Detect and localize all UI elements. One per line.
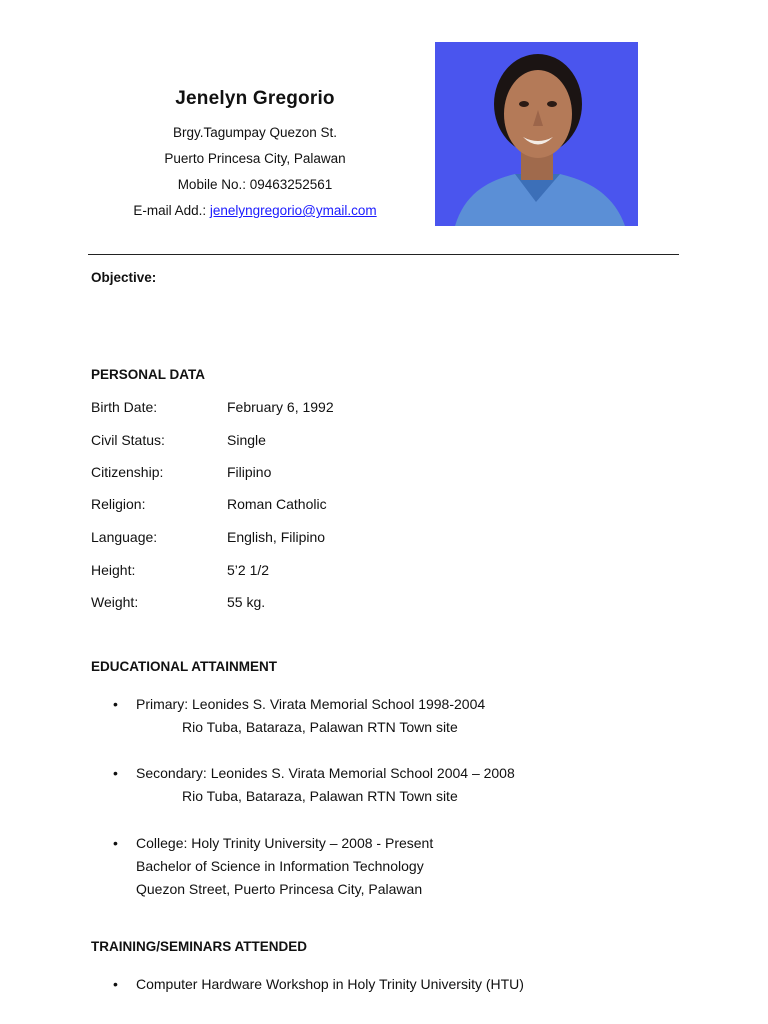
education-line: Quezon Street, Puerto Princesa City, Palawan <box>136 881 423 897</box>
education-line: College: Holy Trinity University – 2008 - Present <box>136 835 434 851</box>
education-line: Primary: Leonides S. Virata Memorial School 1998-2004 <box>136 696 486 712</box>
email-line <box>90 198 420 224</box>
education-title: EDUCATIONAL ATTAINMENT <box>91 659 277 674</box>
row-value: Single <box>227 432 266 448</box>
education-line: Rio Tuba, Bataraza, Palawan RTN Town site <box>182 788 458 804</box>
training-title: TRAINING/SEMINARS ATTENDED <box>91 939 307 954</box>
row-value: English, Filipino <box>227 529 326 545</box>
email-label: E-mail Add.: <box>133 203 210 218</box>
email-link[interactable]: jenelyngregorio@ymail.com <box>209 203 377 218</box>
row-label: Weight: <box>91 594 139 610</box>
row-label: Height: <box>91 562 136 578</box>
row-value: 5’2 1/2 <box>227 562 270 578</box>
education-item-text <box>136 832 433 901</box>
education-line: Rio Tuba, Bataraza, Palawan RTN Town site <box>182 719 458 735</box>
row-value: Filipino <box>227 464 272 480</box>
education-item-text <box>136 762 515 808</box>
row-value: February 6, 1992 <box>227 399 334 415</box>
bullet-icon: • <box>113 696 118 712</box>
address-line-1: Brgy.Tagumpay Quezon St. <box>172 125 338 140</box>
education-line: Secondary: Leonides S. Virata Memorial School 2004 – 2008 <box>136 765 515 781</box>
bullet-icon: • <box>113 835 118 851</box>
row-label: Civil Status: <box>91 432 165 448</box>
row-value: 55 kg. <box>227 594 266 610</box>
objective-title: Objective: <box>91 270 157 285</box>
applicant-name: Jenelyn Gregorio <box>175 88 335 109</box>
education-line: Bachelor of Science in Information Technology <box>136 858 424 874</box>
header-block <box>90 88 420 224</box>
header-divider <box>88 254 679 255</box>
profile-photo <box>435 42 638 226</box>
row-label: Birth Date: <box>91 399 158 415</box>
row-label: Language: <box>91 529 158 545</box>
education-item-text <box>136 693 485 739</box>
training-item-text: Computer Hardware Workshop in Holy Trinity University (HTU) <box>136 976 524 992</box>
row-value: Roman Catholic <box>227 496 327 512</box>
address-line-2: Puerto Princesa City, Palawan <box>164 151 346 166</box>
row-label: Religion: <box>91 496 146 512</box>
bullet-icon: • <box>113 765 118 781</box>
bullet-icon: • <box>113 976 118 992</box>
row-label: Citizenship: <box>91 464 164 480</box>
portrait-image <box>435 42 638 226</box>
personal-data-title: PERSONAL DATA <box>91 367 206 382</box>
mobile-number: Mobile No.: 09463252561 <box>177 177 333 192</box>
